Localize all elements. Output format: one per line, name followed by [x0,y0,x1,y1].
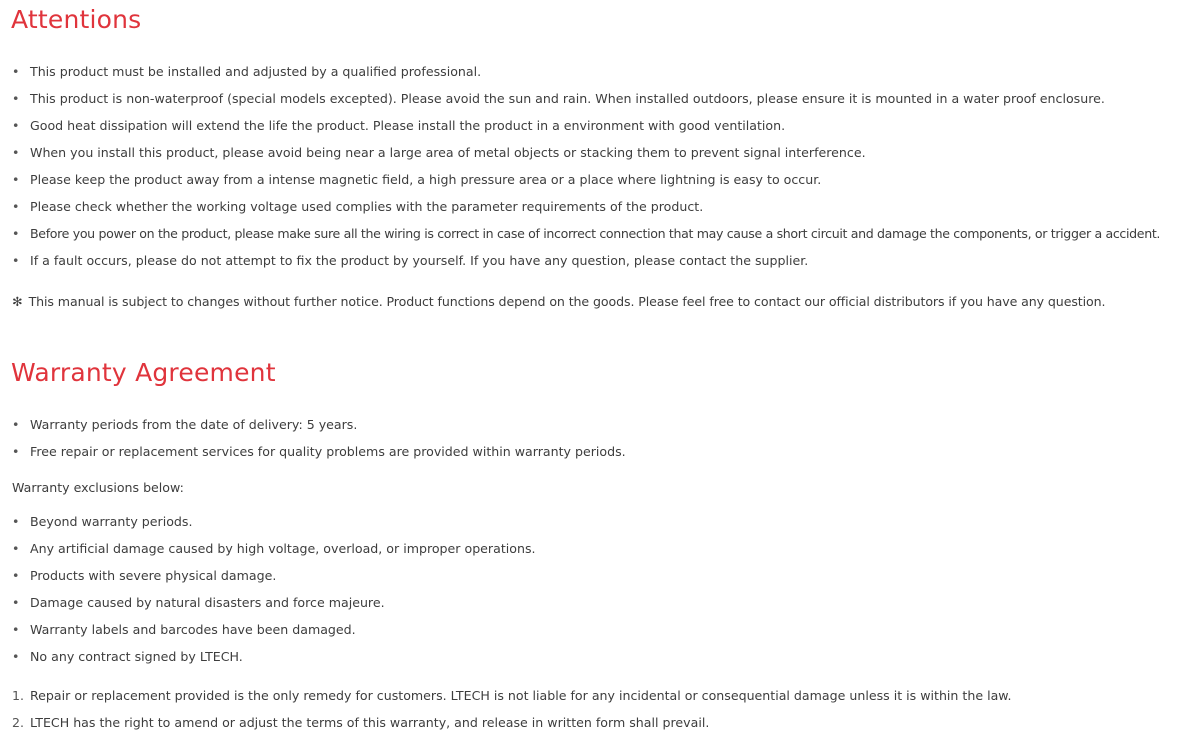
term-text: LTECH has the right to amend or adjust the terms of this warranty, and release in written form shall prevail. [30,715,710,730]
bullet-marker: • [12,417,20,432]
term-number: 1. [12,688,25,703]
asterisk-icon: ✻ [12,294,23,309]
term-number: 2. [12,715,25,730]
attention-text: This product is non-waterproof (special models excepted). Please avoid the sun and rain. When installed outdoors, please ensure it is mounted in a water proof enclosure. [30,91,1105,106]
manual-notice-text: This manual is subject to changes without further notice. Product functions depend on the goods. Please feel free to contact our official distributors if you have any question. [28,294,1106,309]
bullet-marker: • [12,226,20,241]
bullet-marker: • [12,145,20,160]
exclusion-text: No any contract signed by LTECH. [30,649,243,664]
bullet-marker: • [12,444,20,459]
exclusion-text: Damage caused by natural disasters and force majeure. [30,595,385,610]
attention-text: This product must be installed and adjusted by a qualified professional. [30,64,482,79]
warranty-text: Free repair or replacement services for quality problems are provided within warranty periods. [30,444,626,459]
term-text: Repair or replacement provided is the only remedy for customers. LTECH is not liable for any incidental or consequential damage unless it is within the law. [30,688,1012,703]
warranty-text: Warranty periods from the date of delivery: 5 years. [30,417,358,432]
warranty-heading: Warranty Agreement [11,358,276,387]
manual-notice [12,292,1105,312]
exclusion-text: Products with severe physical damage. [30,568,277,583]
attention-text: Good heat dissipation will extend the life the product. Please install the product in a environment with good ventilation. [30,118,786,133]
exclusions-label: Warranty exclusions below: [12,480,184,495]
exclusion-text: Warranty labels and barcodes have been damaged. [30,622,356,637]
bullet-marker: • [12,514,20,529]
attention-text: Before you power on the product, please make sure all the wiring is correct in case of incorrect connection that may cause a short circuit and damage the components, or trigger a accident. [30,226,1161,241]
bullet-marker: • [12,622,20,637]
bullet-marker: • [12,91,20,106]
bullet-marker: • [12,595,20,610]
exclusion-text: Any artificial damage caused by high voltage, overload, or improper operations. [30,541,536,556]
bullet-marker: • [12,172,20,187]
attention-text: Please check whether the working voltage used complies with the parameter requirements of the product. [30,199,704,214]
exclusion-text: Beyond warranty periods. [30,514,193,529]
bullet-marker: • [12,568,20,583]
bullet-marker: • [12,118,20,133]
attentions-heading: Attentions [11,5,142,34]
attention-text: Please keep the product away from a intense magnetic field, a high pressure area or a place where lightning is easy to occur. [30,172,822,187]
attention-text: If a fault occurs, please do not attempt to fix the product by yourself. If you have any question, please contact the supplier. [30,253,809,268]
attention-text: When you install this product, please avoid being near a large area of metal objects or stacking them to prevent signal interference. [30,145,866,160]
bullet-marker: • [12,253,20,268]
bullet-marker: • [12,649,20,664]
bullet-marker: • [12,64,20,79]
bullet-marker: • [12,541,20,556]
bullet-marker: • [12,199,20,214]
